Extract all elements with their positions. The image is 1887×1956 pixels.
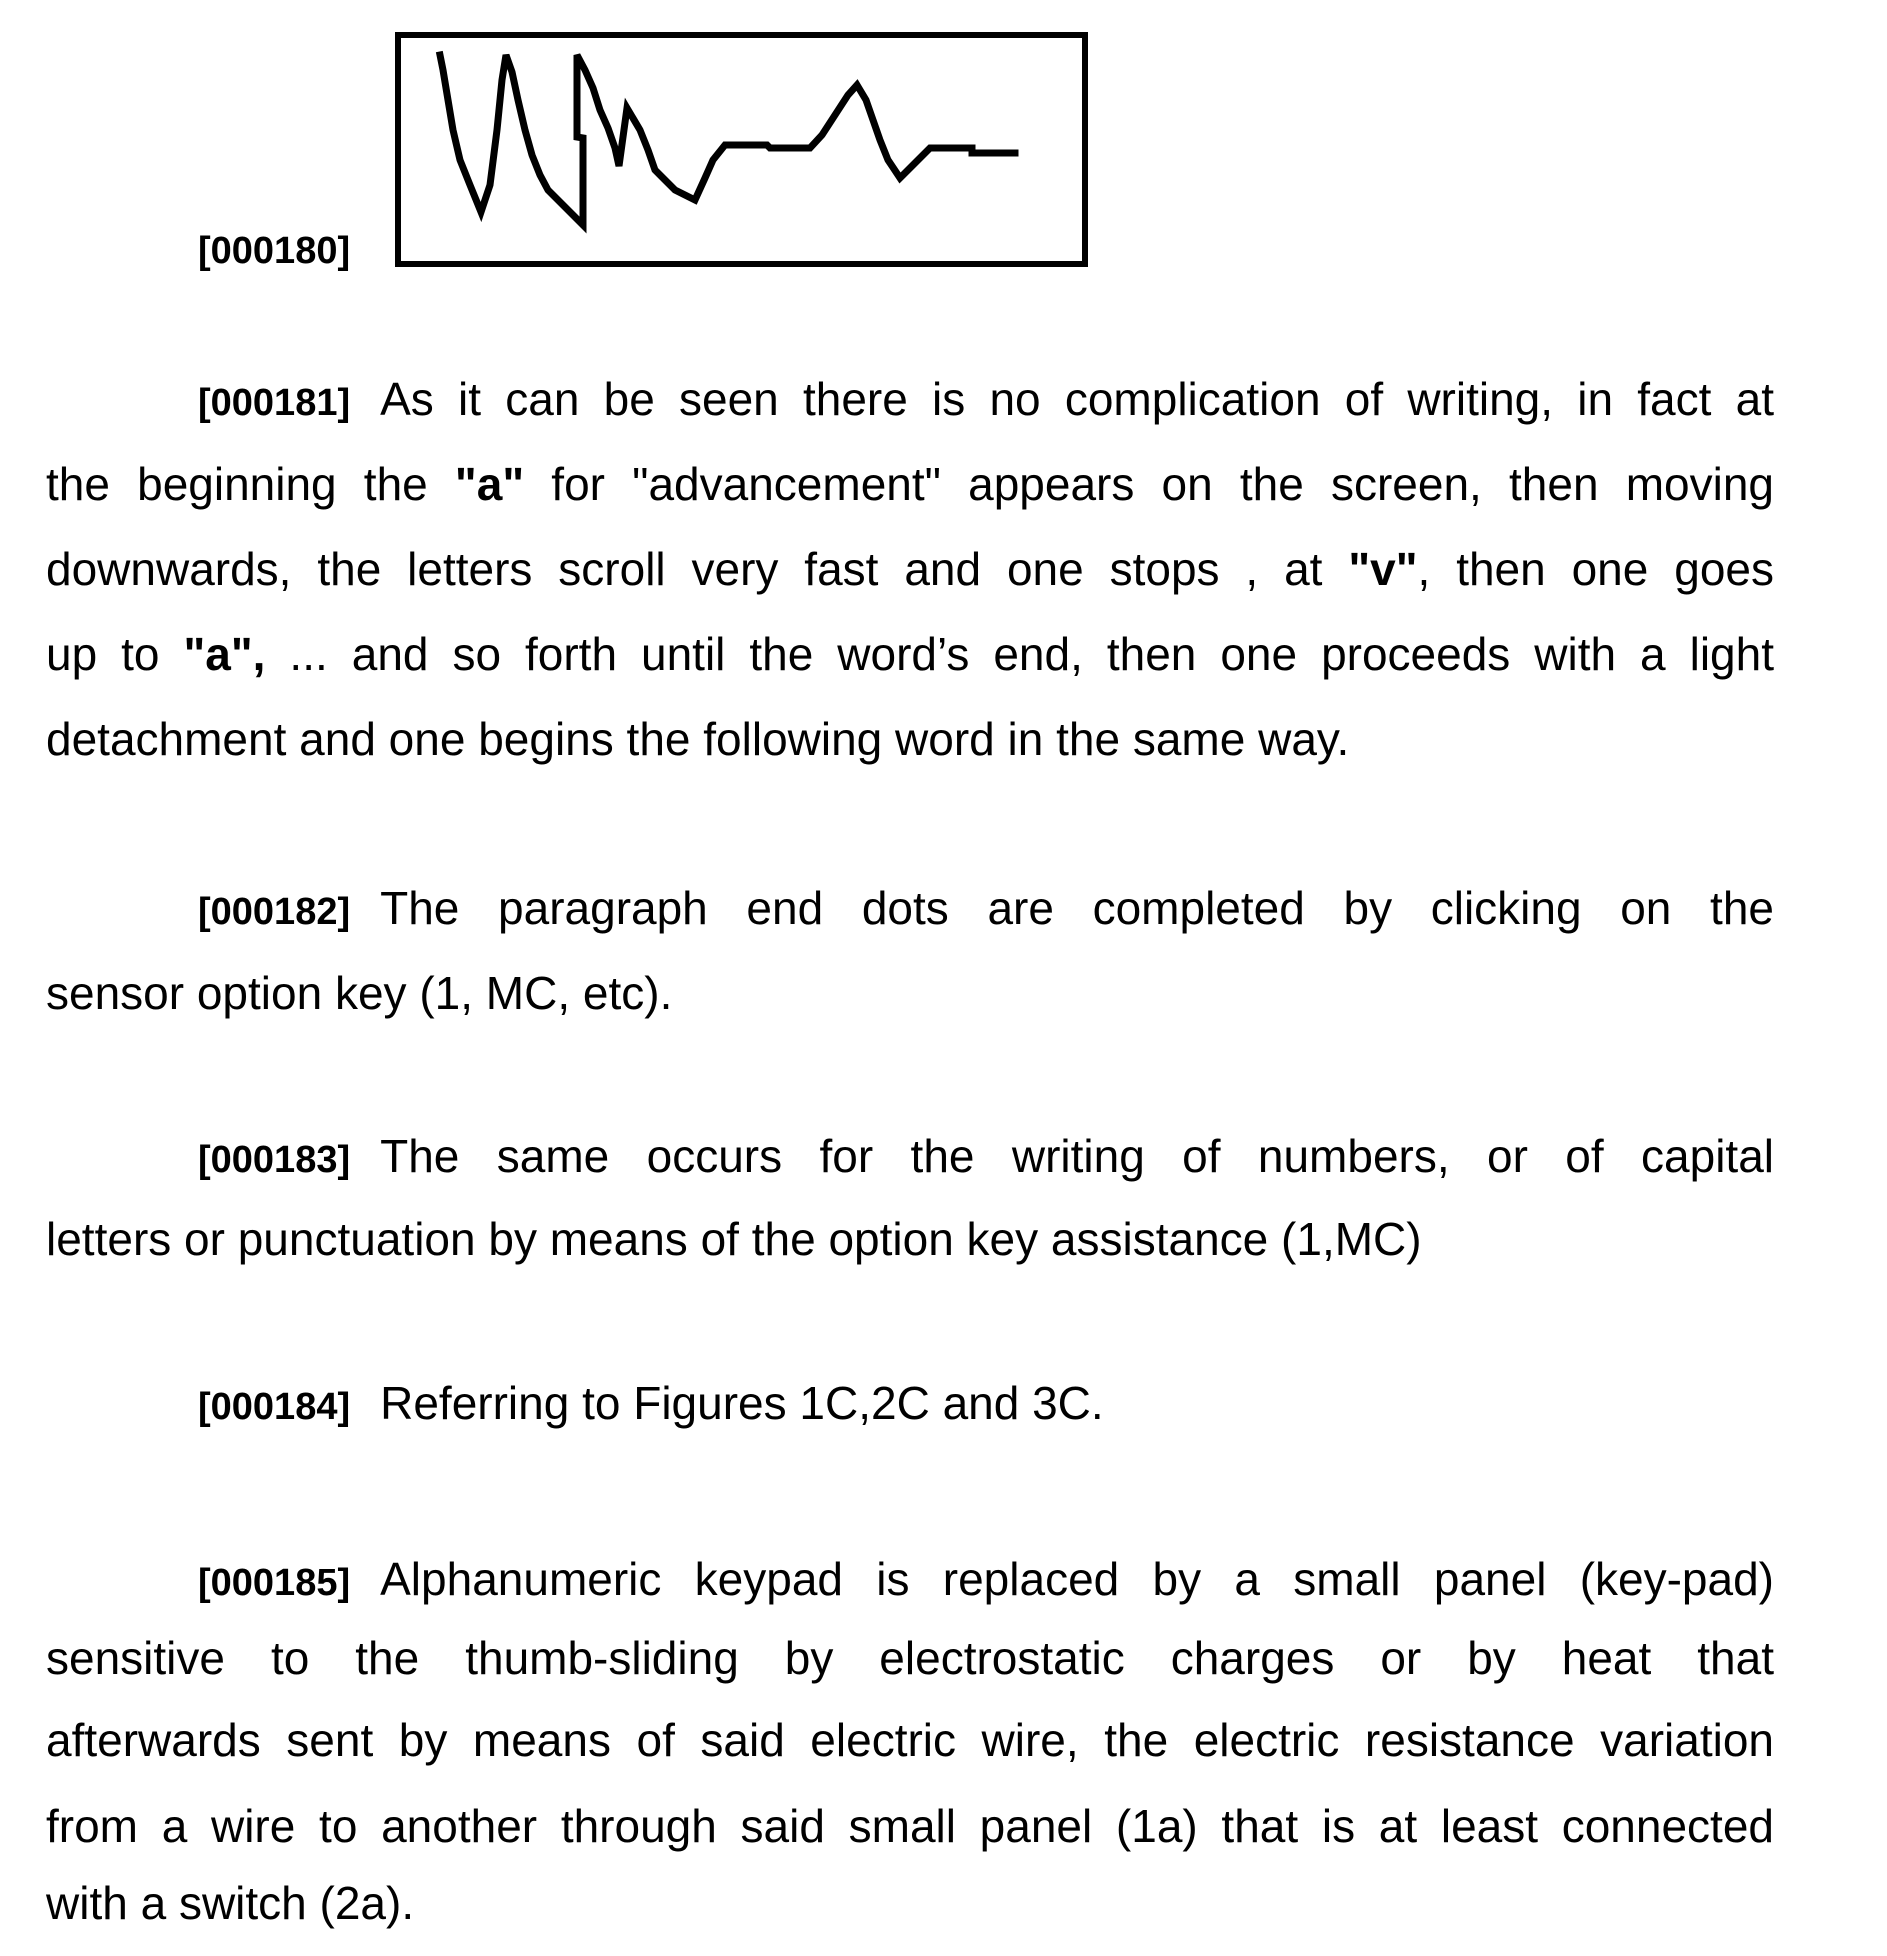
bold-letter-a: "a", (183, 628, 266, 680)
paragraph-000185-line-2 (46, 1630, 1774, 1686)
paragraph-000181-line-2 (46, 456, 1774, 512)
paragraph-000181-line-4 (46, 626, 1774, 682)
paragraph-000183-line-1 (198, 1128, 1774, 1184)
paragraph-tag-000183: [000183] (198, 1139, 351, 1181)
paragraph-text: Alphanumeric keypad is replaced by a small panel (key-pad) (380, 1553, 1774, 1605)
text-span: for "advancement" appears on the screen, then moving (524, 458, 1774, 510)
text-span: the beginning the (46, 458, 455, 510)
paragraph-000185-line-5 (46, 1875, 1774, 1931)
paragraph-000181-line-3 (46, 541, 1774, 597)
text-span: up to (46, 628, 184, 680)
text-span: from a wire to another through said small panel (1a) that is at least connected (46, 1800, 1774, 1852)
text-span: afterwards sent by means of said electric wire, the electric resistance variation (46, 1714, 1774, 1766)
paragraph-tag-000181: [000181] (198, 382, 351, 424)
text-span: downwards, the letters scroll very fast and one stops , at (46, 543, 1349, 595)
paragraph-text: The same occurs for the writing of numbers, or of capital (380, 1130, 1774, 1182)
waveform-graph (395, 32, 1088, 267)
paragraph-000185-line-4 (46, 1798, 1774, 1854)
bold-letter-a: "a" (454, 458, 525, 510)
paragraph-000181-line-1 (198, 371, 1774, 427)
paragraph-tag-000185: [000185] (198, 1562, 351, 1604)
paragraph-000182-line-2 (46, 965, 1774, 1021)
paragraph-000185-line-1 (198, 1551, 1774, 1607)
paragraph-000185-line-3 (46, 1712, 1774, 1768)
paragraph-tag-000182: [000182] (198, 891, 351, 933)
paragraph-000182-line-1 (198, 880, 1774, 936)
text-span: sensor option key (1, MC, etc). (46, 967, 673, 1019)
paragraph-000184-line-1 (198, 1375, 1774, 1431)
paragraph-text: Referring to Figures 1C,2C and 3C. (380, 1377, 1104, 1429)
text-span: , then one goes (1417, 543, 1774, 595)
text-span: with a switch (2a). (46, 1877, 415, 1929)
paragraph-tag-000180: [000180] (198, 230, 351, 272)
paragraph-000183-line-2 (46, 1211, 1774, 1267)
text-span: detachment and one begins the following word in the same way. (46, 713, 1350, 765)
waveform-figure (395, 32, 1088, 267)
paragraph-text: The paragraph end dots are completed by clicking on the (380, 882, 1774, 934)
paragraph-text: As it can be seen there is no complication of writing, in fact at (380, 373, 1774, 425)
bold-letter-v: "v" (1348, 543, 1418, 595)
text-span: sensitive to the thumb-sliding by electrostatic charges or by heat that (46, 1632, 1774, 1684)
paragraph-tag-000184: [000184] (198, 1386, 351, 1428)
paragraph-000181-line-5 (46, 711, 1774, 767)
text-span: letters or punctuation by means of the option key assistance (1,MC) (46, 1213, 1422, 1265)
text-span: ... and so forth until the word’s end, then one proceeds with a light (265, 628, 1774, 680)
